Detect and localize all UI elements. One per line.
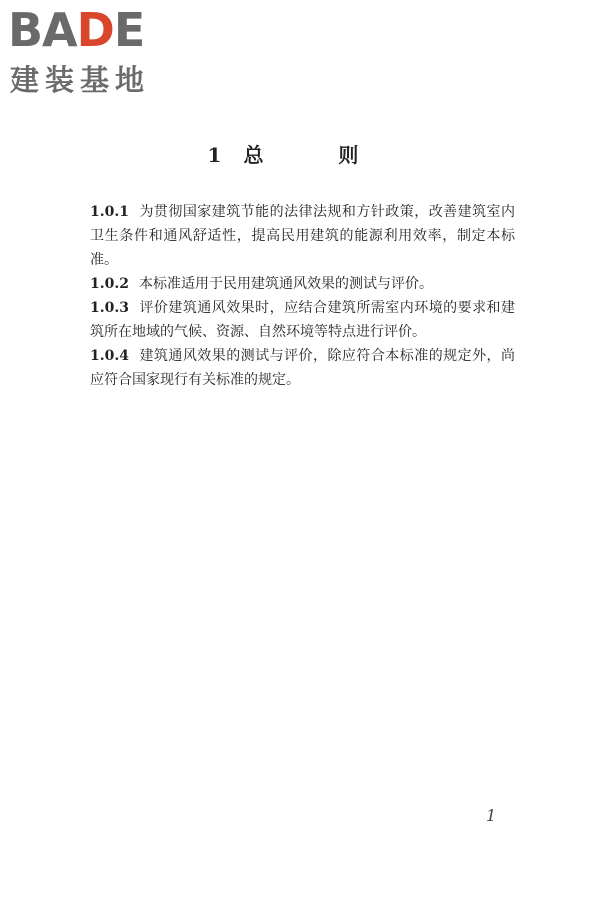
clause-item (90, 272, 515, 296)
clause-item (90, 200, 515, 272)
logo-wordmark (8, 3, 145, 57)
bade-logo (8, 3, 178, 97)
logo-subtitle: 建装基地 (10, 63, 151, 97)
logo-wordmark-accent: D (76, 3, 114, 57)
chapter-number: 1 (207, 143, 222, 167)
chapter-title: 总 则 (243, 143, 393, 167)
logo-wordmark-suffix: E (113, 3, 145, 57)
clause-item (90, 344, 515, 392)
clause-text: 评价建筑通风效果时，应结合建筑所需室内环境的要求和建筑所在地域的气候、资源、自然环境等特点进行评价。 (90, 300, 515, 340)
clause-number: 1.0.4 (90, 348, 129, 364)
clause-number: 1.0.3 (90, 300, 129, 316)
clause-text: 建筑通风效果的测试与评价，除应符合本标准的规定外，尚应符合国家现行有关标准的规定。 (90, 348, 515, 388)
clause-number: 1.0.1 (90, 204, 129, 220)
clause-text: 本标准适用于民用建筑通风效果的测试与评价。 (138, 276, 433, 292)
page-number: 1 (486, 806, 497, 825)
clause-list (90, 200, 515, 392)
clause-number: 1.0.2 (90, 276, 129, 292)
clause-item (90, 296, 515, 344)
chapter-heading (0, 141, 600, 169)
logo-wordmark-prefix: BA (8, 3, 77, 57)
clause-text: 为贯彻国家建筑节能的法律法规和方针政策，改善建筑室内卫生条件和通风舒适性，提高民用建筑的能源利用效率，制定本标准。 (90, 204, 515, 268)
